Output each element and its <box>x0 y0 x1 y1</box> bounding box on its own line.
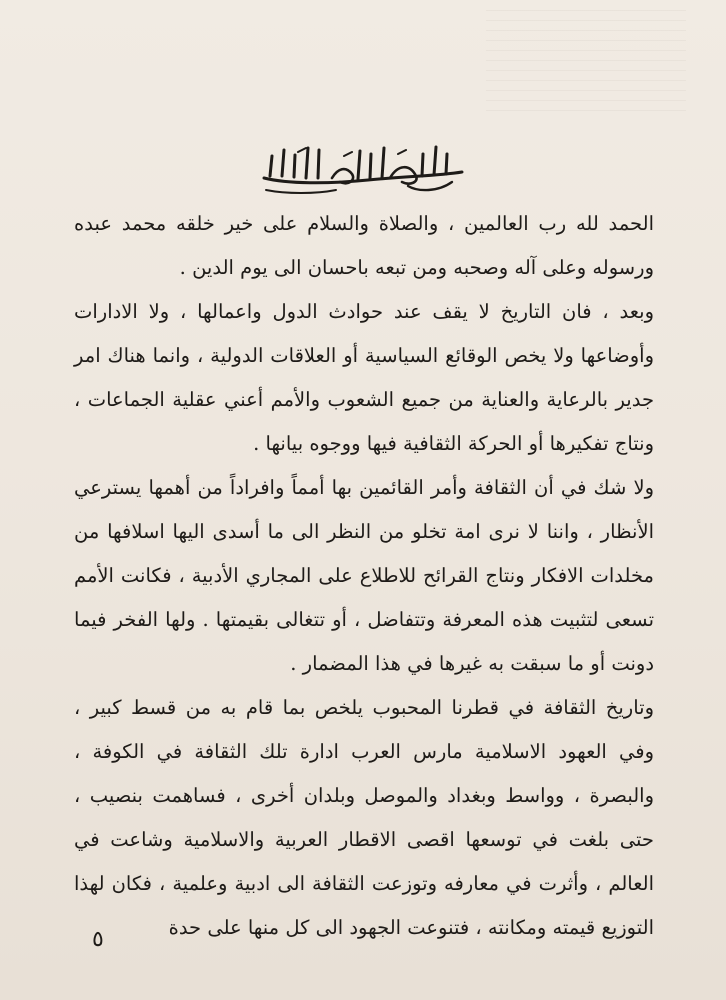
basmala-calligraphy <box>258 138 468 196</box>
body-text <box>74 202 654 950</box>
paragraph-iraq: وتاريخ الثقافة في قطرنا المحبوب يلخص بما قام به من قسط كبير ، وفي العهود الاسلامية مارس العرب ادارة تلك الثقافة في الكوفة ، والبصرة ، وواسط وبغداد والموصل وبلدان أخرى ، فساهمت بنصيب ، حتى بلغت في توسعها اقصى الاقطار العربية والاسلامية وشاعت في العالم ، وأثرت في معارفه وتوزعت الثقافة الى ادبية وعلمية ، فكان لهذا التوزيع قيمته ومكانته ، فتنوعت الجهود الى كل منها على حدة <box>74 696 654 939</box>
paragraph-culture: ولا شك في أن الثقافة وأمر القائمين بها أمماً وافراداً من أهمها يسترعي الأنظار ، واننا لا نرى امة تخلو من النظر الى ما أسدى اليها اسلافها من مخلدات الافكار ونتاج القرائح للاطلاع على المجاري الأدبية ، فكانت الأمم تسعى لتثبيت هذه المعرفة وتتفاضل ، أو تتغالى بقيمتها . ولها الفخر فيما دونت أو ما سبقت به غيرها في هذا المضمار . <box>74 476 654 675</box>
show-through-texture <box>486 10 686 120</box>
page-number: ٥ <box>92 927 104 952</box>
basmala-calligraphy-drawing <box>258 138 468 196</box>
paragraph-opening: الحمد لله رب العالمين ، والصلاة والسلام على خير خلقه محمد عبده ورسوله وعلى آله وصحبه ومن تبعه باحسان الى يوم الدين . <box>74 212 654 279</box>
paragraph-history: وبعد ، فان التاريخ لا يقف عند حوادث الدول واعمالها ، ولا الادارات وأوضاعها ولا يخص الوقائع السياسية أو العلاقات الدولية ، وانما هناك امر جدير بالرعاية والعناية من جميع الشعوب والأمم أعني عقلية الجماعات ، ونتاج تفكيرها أو الحركة الثقافية فيها ووجوه بيانها . <box>74 300 654 455</box>
